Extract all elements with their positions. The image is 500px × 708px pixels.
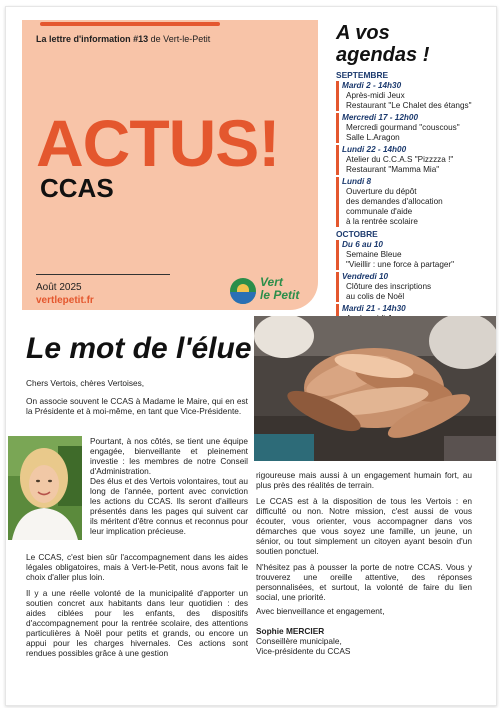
agenda-event-detail: Restaurant "Le Chalet des étangs" (346, 101, 472, 110)
website-link[interactable]: vertlepetit.fr (36, 295, 94, 306)
agenda-event (336, 145, 496, 175)
logo-emblem-icon (230, 278, 256, 304)
issue-line (36, 34, 210, 44)
issue-town: de Vert-le-Petit (148, 34, 211, 44)
agenda-event-detail: Restaurant "Mamma Mia" (346, 165, 440, 174)
agenda-event-detail: Ouverture du dépôt (346, 187, 417, 196)
signature-name: Sophie MERCIER (256, 626, 325, 636)
main-subtitle: CCAS (40, 173, 114, 203)
article-paragraph: Il y a une réelle volonté de la municipalité d'apporter un soutien concret aux habitants dans leur quotidien : des aides ciblées pour les enfants, des dispositifs d'accompagnement pour la rentrée scolaire, des attentions particulières à Noël pour petits et grands, ou encore un appui pour les charges hivernales. Ces actions sont rendues possibles grâce à une gestion (26, 588, 248, 658)
agenda-event (336, 240, 496, 270)
article-closing: Avec bienveillance et engagement, (256, 606, 385, 616)
issue-number: La lettre d'information #13 (36, 34, 149, 44)
logo-text-1: Vert (260, 275, 283, 289)
logo-text-2: le Petit (260, 288, 300, 302)
agenda-event-detail: Après-midi Jeux (346, 91, 405, 100)
agenda-event-detail: communale d'aide (346, 207, 413, 216)
agenda-event (336, 113, 496, 143)
stacked-hands-photo (254, 316, 496, 461)
agenda-event-detail: Clôture des inscriptions (346, 282, 432, 291)
article-greeting: Chers Vertois, chères Vertoises, (26, 378, 145, 388)
town-logo (230, 276, 310, 306)
agenda-event-detail: Atelier du C.C.A.S "Pizzzza !" (346, 155, 454, 164)
agenda-event-detail: "Vieillir : une force à partager" (346, 260, 455, 269)
agenda-event-detail: au colis de Noël (346, 292, 405, 301)
article-paragraph: rigoureuse mais aussi à un engagement humain fort, au plus près des réalités de terrain. (256, 470, 472, 490)
agenda-event (336, 81, 496, 111)
agenda-event-date: Vendredi 10 (342, 272, 389, 281)
article-title: Le mot de l'élue (26, 332, 252, 365)
article-paragraph: Le CCAS est à la disposition de tous les Vertois : en difficulté ou non. Notre mission, c'est aussi de vous écouter, vous orienter, vous accompagner dans vos démarches que vous soyez une famille, un jeune, un sénior, ou tout simplement un citoyen ayant besoin d'un soutien ponctuel. (256, 496, 472, 556)
agenda-title-line2: agendas ! (336, 44, 430, 66)
agenda-event-detail: à la rentrée scolaire (346, 217, 418, 226)
issue-date: Août 2025 (36, 282, 82, 293)
header-accent-line (40, 22, 220, 26)
agenda-event-detail: des demandes d'allocation (346, 197, 443, 206)
agenda-event-date: Mardi 2 - 14h30 (342, 81, 402, 90)
signature-role: Conseillère municipale, (256, 636, 342, 646)
agenda-title (336, 22, 429, 66)
article-paragraph: Pourtant, à nos côtés, se tient une équipe engagée, bienveillante et pleinement investie : les membres de notre Conseil d'Administration. (90, 436, 248, 476)
agenda-event-detail: Mercredi gourmand "couscous" (346, 123, 460, 132)
agenda-event (336, 177, 496, 227)
main-title: ACTUS! (36, 106, 280, 180)
agenda-event-detail: Semaine Bleue (346, 250, 402, 259)
article-paragraph: N'hésitez pas à pousser la porte de notre CCAS. Vous y trouverez une oreille attentive, des réponses personnalisées, et surtout, la volonté de faire du lien social, une priorité. (256, 562, 472, 602)
signature-role: Vice-présidente du CCAS (256, 646, 351, 656)
agenda-event-date: Mercredi 17 - 12h00 (342, 113, 419, 122)
agenda-event-date: Du 6 au 10 (342, 240, 383, 249)
header-rule (36, 274, 170, 275)
agenda-event-date: Lundi 8 (342, 177, 372, 186)
elected-official-portrait (8, 436, 82, 540)
agenda-event (336, 272, 496, 302)
article-paragraph: Le CCAS, c'est bien sûr l'accompagnement dans les aides légales obligatoires, mais à Vert-le-Petit, nous avons fait le choix d'aller plus loin. (26, 552, 248, 582)
article-paragraph: On associe souvent le CCAS à Madame le Maire, qui en est la Présidente et à moi-même, en tant que Vice-Présidente. (26, 396, 248, 416)
agenda-event-detail: Salle L.Aragon (346, 133, 400, 142)
agenda-title-line1: A vos (336, 22, 390, 44)
agenda-month-heading: OCTOBRE (336, 229, 378, 239)
agenda-event-date: Lundi 22 - 14h00 (342, 145, 407, 154)
agenda-list (336, 68, 496, 336)
agenda-month-heading: SEPTEMBRE (336, 70, 389, 80)
article-paragraph: Des élus et des Vertois volontaires, tout au long de l'année, portent avec conviction les actions du CCAS. Ils seront d'ailleurs présentés dans les pages qui suivent car ils méritent d'être connus et reconnus pour leur implication précieuse. (90, 476, 248, 536)
agenda-event-date: Mardi 21 - 14h30 (342, 304, 406, 313)
